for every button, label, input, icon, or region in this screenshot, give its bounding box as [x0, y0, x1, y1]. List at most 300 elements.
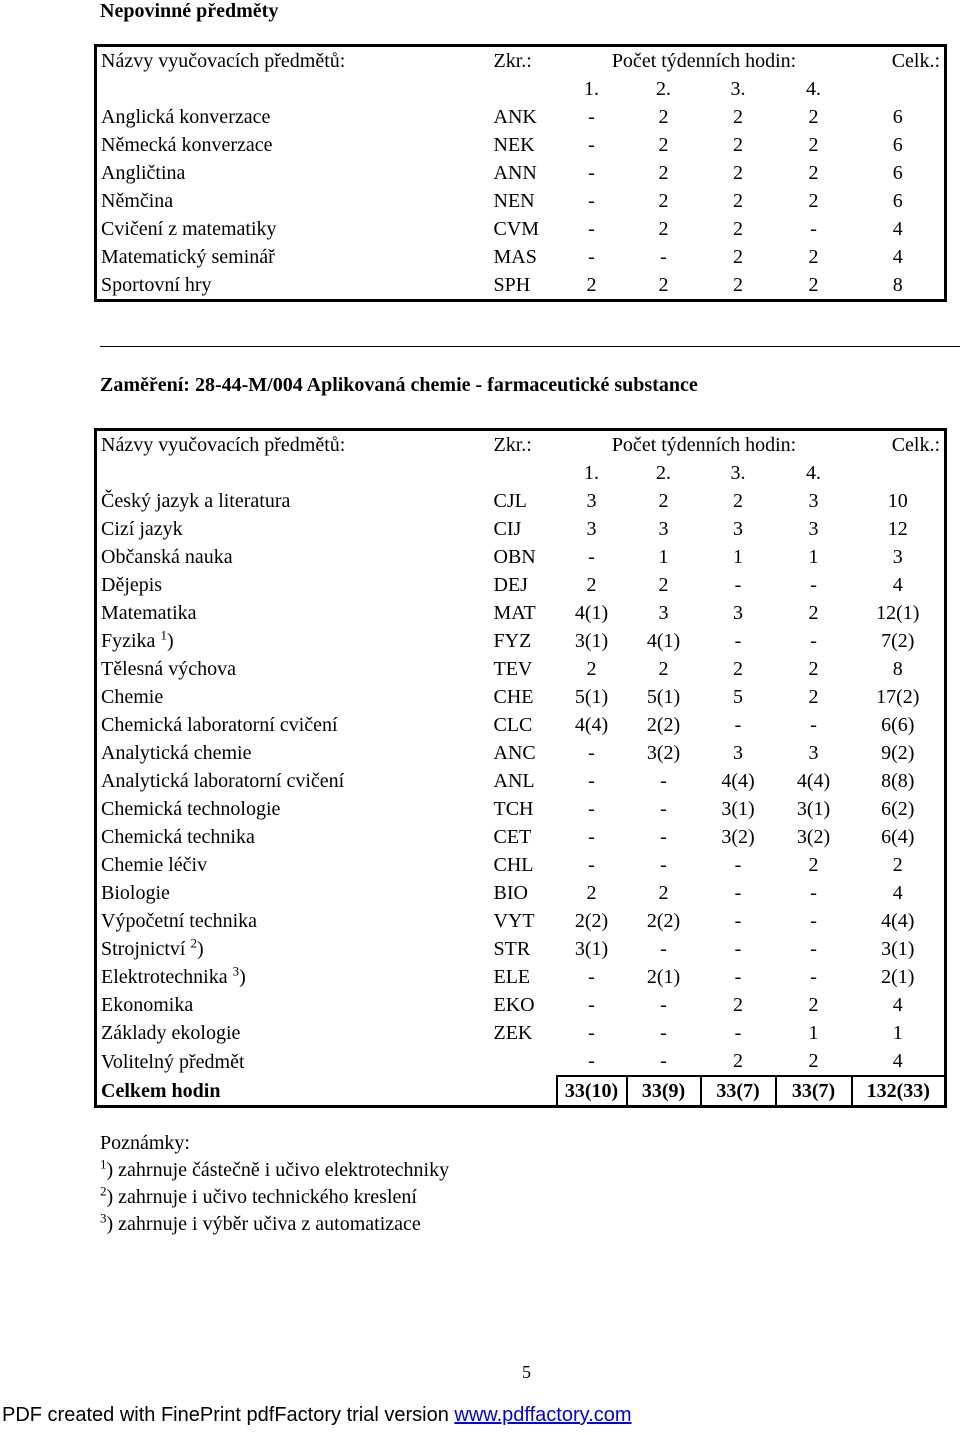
subject-name: [96, 851, 490, 879]
year-3-hours: 5: [733, 686, 743, 708]
total-hours: 3: [892, 546, 903, 568]
total-year-2: 33(9): [627, 1076, 701, 1107]
table-header-row: [96, 46, 946, 76]
note-1-text: ) zahrnuje částečně i učivo elektrotechniky: [106, 1159, 450, 1181]
subject-code: ANK: [493, 106, 537, 128]
footer: [2, 1404, 632, 1427]
table-row: [96, 739, 946, 767]
table-row: [96, 879, 946, 907]
subject-code: MAS: [493, 246, 537, 268]
subject-code: STR: [493, 938, 531, 960]
year-3-hours: 2: [733, 246, 743, 268]
table-header-row: [96, 430, 946, 460]
year-3-label: 3.: [730, 462, 746, 484]
subject-name: [96, 131, 490, 159]
table-row: [96, 487, 946, 515]
subject-name-text: Volitelný předmět: [101, 1050, 245, 1073]
year-4-hours: 2: [808, 106, 819, 128]
total-hours: 3(1): [881, 938, 915, 960]
year-1-hours: -: [588, 994, 595, 1016]
year-4-hours: -: [810, 630, 817, 652]
year-4-hours: 2: [808, 854, 819, 876]
subject-name-text: Analytická laboratorní cvičení: [101, 770, 345, 792]
table-years-row: [96, 459, 946, 487]
subject-code: OBN: [493, 546, 536, 568]
year-4-hours: 2: [808, 162, 819, 184]
total-hours: 4: [892, 218, 903, 240]
subject-code: ANN: [493, 162, 537, 184]
year-2-hours: 2(1): [646, 966, 681, 988]
total-hours: 6: [892, 162, 903, 184]
year-3-hours: -: [734, 630, 742, 652]
total-year-1: 33(10): [557, 1076, 627, 1107]
year-2-hours: 2: [658, 490, 669, 512]
year-3-hours: 2: [733, 218, 743, 240]
year-2-hours: 2(2): [646, 910, 681, 932]
footnote-marker: 2: [190, 935, 197, 951]
subject-code: [490, 1047, 557, 1076]
year-2-hours: 2: [658, 574, 669, 596]
table-row: [96, 543, 946, 571]
year-3-hours: -: [734, 910, 742, 932]
total-hours: 4: [892, 994, 903, 1016]
footer-text: PDF created with FinePrint pdfFactory trial version: [2, 1404, 455, 1426]
totals-label: Celkem hodin: [101, 1079, 221, 1102]
subject-name-text: Ekonomika: [101, 994, 194, 1016]
footnote-paren: ): [239, 966, 246, 988]
year-1-hours: 3(1): [574, 938, 609, 960]
year-1-hours: 4(4): [574, 714, 609, 736]
subject-code: NEN: [493, 190, 535, 212]
year-1-hours: -: [588, 798, 595, 820]
year-4-hours: 3(2): [796, 826, 831, 848]
footnote-marker: 1: [160, 627, 167, 643]
year-1-hours: -: [588, 106, 595, 128]
note-2-marker: 2: [100, 1183, 107, 1199]
table-row: [96, 159, 946, 187]
year-2-hours: -: [660, 994, 667, 1016]
year-2-hours: 2: [658, 274, 669, 296]
subject-code: SPH: [493, 274, 531, 296]
footer-link[interactable]: www.pdffactory.com: [454, 1404, 632, 1426]
year-2-hours: -: [660, 854, 667, 876]
subject-name-text: Výpočetní technika: [101, 910, 258, 932]
subject-name-text: Biologie: [101, 882, 170, 904]
year-1-hours: -: [588, 966, 595, 988]
year-4-hours: 2: [808, 602, 819, 624]
year-3-hours: -: [734, 714, 742, 736]
year-3-hours: 2: [733, 190, 743, 212]
year-1-hours: -: [588, 854, 595, 876]
table-row: [96, 655, 946, 683]
subject-name-text: Analytická chemie: [101, 742, 252, 764]
total-hours: 12(1): [876, 602, 920, 624]
total-hours: 12: [887, 518, 908, 540]
year-3-hours: 4(4): [721, 770, 755, 792]
year-4-hours: -: [810, 218, 817, 240]
subject-name-text: Český jazyk a literatura: [101, 490, 291, 512]
year-4-hours: 1: [808, 546, 819, 568]
year-1-hours: 3: [586, 518, 597, 540]
year-1-hours: -: [588, 1050, 595, 1072]
subject-code: CHL: [493, 854, 534, 876]
year-3-hours: 3: [733, 518, 743, 540]
subject-code: CET: [493, 826, 532, 848]
year-3-hours: 2: [733, 1050, 743, 1072]
subject-name-text: Cvičení z matematiky: [101, 218, 277, 240]
subject-name: [96, 767, 490, 795]
total-hours: 4(4): [881, 910, 915, 932]
year-2-hours: -: [660, 246, 667, 268]
header-code: Zkr.:: [493, 50, 532, 72]
year-2-hours: 3: [658, 518, 669, 540]
subject-code: ELE: [493, 966, 531, 988]
total-hours: 2: [892, 854, 903, 876]
table-row: [96, 711, 946, 739]
subject-code: ANC: [493, 742, 536, 764]
header-subject-names: Názvy vyučovacích předmětů:: [101, 50, 346, 72]
year-1-hours: -: [588, 190, 595, 212]
total-hours: 4: [892, 1050, 903, 1072]
subject-name-text: Matematický seminář: [101, 246, 275, 268]
year-1-hours: -: [588, 826, 595, 848]
subject-name: [96, 159, 490, 187]
subject-code: ANL: [493, 770, 535, 792]
total-hours: 7(2): [881, 630, 915, 652]
totals-row: [96, 1076, 946, 1107]
subject-name-text: Němčina: [101, 190, 174, 212]
table-row: [96, 243, 946, 271]
specialization-subjects-table: [94, 428, 947, 1108]
note-3-marker: 3: [100, 1210, 107, 1226]
year-4-hours: 2: [808, 134, 819, 156]
subject-name-text: Chemie léčiv: [101, 854, 208, 876]
year-1-hours: 2: [586, 274, 597, 296]
table-row: [96, 571, 946, 599]
notes-title: Poznámky:: [100, 1132, 190, 1154]
subject-code: NEK: [493, 134, 535, 156]
total-hours: 6: [892, 190, 903, 212]
year-1-label: 1.: [584, 462, 599, 484]
subject-name-text: Tělesná výchova: [101, 658, 236, 680]
subject-name: [96, 627, 490, 655]
table-row: [96, 683, 946, 711]
year-2-hours: 1: [658, 546, 669, 568]
year-3-hours: 1: [733, 546, 743, 568]
year-4-hours: 2: [808, 994, 819, 1016]
total-hours: 4: [892, 246, 903, 268]
total-hours: 8(8): [881, 770, 915, 792]
year-4-hours: 2: [808, 190, 819, 212]
note-1: [100, 1157, 449, 1184]
year-1-hours: -: [588, 770, 595, 792]
table-row: [96, 627, 946, 655]
table-years-row: [96, 75, 946, 103]
subject-name-text: Dějepis: [101, 574, 163, 596]
subject-code: DEJ: [493, 574, 528, 596]
year-4-label: 4.: [806, 78, 822, 100]
year-2-hours: -: [660, 770, 667, 792]
table-row: [96, 823, 946, 851]
year-2-hours: 2: [658, 162, 669, 184]
year-1-hours: 4(1): [574, 602, 609, 624]
year-3-label: 3.: [730, 78, 746, 100]
subject-name: [96, 215, 490, 243]
subject-name: [96, 271, 490, 301]
subject-name: [96, 935, 490, 963]
year-1-hours: -: [588, 546, 595, 568]
subject-code: EKO: [493, 994, 535, 1016]
subject-name: [96, 823, 490, 851]
table-row: [96, 187, 946, 215]
year-4-hours: 3: [808, 518, 819, 540]
total-hours: 17(2): [876, 686, 920, 708]
year-2-hours: -: [660, 1050, 667, 1072]
year-3-hours: 2: [733, 162, 743, 184]
table-row: [96, 963, 946, 991]
year-3-hours: 2: [733, 134, 743, 156]
year-2-hours: 2: [658, 134, 669, 156]
total-hours: 8: [892, 658, 903, 680]
subject-name: [96, 571, 490, 599]
year-1-hours: -: [588, 162, 595, 184]
total-hours: 1: [892, 1022, 903, 1044]
year-4-hours: -: [810, 714, 817, 736]
year-4-hours: 3: [808, 742, 819, 764]
subject-code: FYZ: [493, 630, 532, 652]
year-3-hours: 2: [733, 490, 743, 512]
subject-name: [96, 599, 490, 627]
year-1-hours: 2: [586, 574, 597, 596]
total-year-4: 33(7): [776, 1076, 852, 1107]
subject-name-text: Občanská nauka: [101, 546, 233, 568]
year-2-label: 2.: [656, 78, 671, 100]
subject-name: [96, 991, 490, 1019]
table-row: [96, 599, 946, 627]
header-weekly-hours: Počet týdenních hodin:: [611, 50, 797, 72]
year-4-hours: 2: [808, 686, 819, 708]
note-3-text: ) zahrnuje i výběr učiva z automatizace: [106, 1213, 421, 1235]
year-2-hours: 3: [658, 602, 669, 624]
subject-code: CIJ: [493, 518, 522, 540]
total-hours: 6: [892, 106, 903, 128]
year-2-hours: -: [660, 826, 667, 848]
year-2-hours: 3(2): [646, 742, 681, 764]
year-4-label: 4.: [806, 462, 822, 484]
year-3-hours: 2: [733, 994, 743, 1016]
subject-name-text: Sportovní hry: [101, 274, 212, 296]
year-2-hours: 2: [658, 658, 669, 680]
table-row: [96, 991, 946, 1019]
header-total: Celk.:: [891, 434, 941, 456]
year-1-hours: -: [588, 218, 595, 240]
subject-code: VYT: [493, 910, 535, 932]
year-1-hours: 3(1): [574, 630, 609, 652]
year-1-hours: 2: [586, 882, 597, 904]
year-4-hours: -: [810, 966, 817, 988]
total-hours: 4: [892, 882, 903, 904]
section-divider: [100, 346, 960, 347]
year-2-hours: 2: [658, 190, 669, 212]
subject-name-text: Německá konverzace: [101, 134, 273, 156]
year-2-hours: 2: [658, 218, 669, 240]
subject-code: ZEK: [493, 1022, 533, 1044]
subject-code: TCH: [493, 798, 534, 820]
subject-name: [96, 487, 490, 515]
year-1-hours: 5(1): [574, 686, 609, 708]
year-1-hours: 2: [586, 658, 597, 680]
table-row: [96, 215, 946, 243]
subject-name-text: Angličtina: [101, 162, 186, 184]
subject-name-text: Fyzika: [101, 630, 156, 652]
year-3-hours: 2: [733, 274, 743, 296]
year-2-hours: 5(1): [646, 686, 681, 708]
table-row: [96, 271, 946, 301]
year-3-hours: -: [734, 854, 742, 876]
year-3-hours: 2: [733, 106, 743, 128]
year-3-hours: -: [734, 882, 742, 904]
subject-name: [96, 543, 490, 571]
year-3-hours: 3(2): [721, 826, 755, 848]
table-row: [96, 515, 946, 543]
subject-name: [96, 963, 490, 991]
header-subject-names: Názvy vyučovacích předmětů:: [101, 434, 346, 456]
header-weekly-hours: Počet týdenních hodin:: [611, 434, 797, 456]
footnote-marker: 3: [232, 963, 240, 979]
year-2-hours: -: [660, 1022, 667, 1044]
year-4-hours: -: [810, 938, 817, 960]
table-row: [96, 907, 946, 935]
total-hours: 8: [892, 274, 903, 296]
subject-name-text: Strojnictví: [101, 938, 186, 960]
page-number: 5: [522, 1362, 531, 1382]
year-2-hours: 4(1): [646, 630, 681, 652]
year-1-hours: -: [588, 246, 595, 268]
subject-name-text: Základy ekologie: [101, 1022, 241, 1044]
year-4-hours: -: [810, 574, 817, 596]
total-hours: 6(4): [881, 826, 915, 848]
year-1-hours: -: [588, 742, 595, 764]
year-3-hours: -: [734, 966, 742, 988]
year-4-hours: 2: [808, 1050, 819, 1072]
table-row: [96, 1047, 946, 1076]
subject-name-text: Chemická technologie: [101, 798, 281, 820]
subject-name: [96, 655, 490, 683]
subject-name: [96, 683, 490, 711]
subject-name-text: Anglická konverzace: [101, 106, 271, 128]
subject-code: MAT: [493, 602, 536, 624]
subject-code: CVM: [493, 218, 540, 240]
year-1-hours: 2(2): [574, 910, 609, 932]
year-3-hours: 2: [733, 658, 743, 680]
year-3-hours: 3(1): [721, 798, 755, 820]
year-4-hours: 2: [808, 246, 819, 268]
subject-name: [96, 187, 490, 215]
header-total: Celk.:: [891, 50, 941, 72]
subject-code: CJL: [493, 490, 527, 512]
subject-name: [96, 243, 490, 271]
subject-code: CHE: [493, 686, 534, 708]
subject-name-text: Chemická laboratorní cvičení: [101, 714, 338, 736]
table-row: [96, 103, 946, 131]
year-4-hours: 2: [808, 658, 819, 680]
total-hours: 2(1): [881, 966, 915, 988]
subject-name: [96, 879, 490, 907]
footnote-paren: ): [166, 630, 174, 652]
total-hours: 6(2): [881, 798, 915, 820]
year-3-hours: 3: [733, 742, 743, 764]
subject-name-text: Chemická technika: [101, 826, 255, 848]
year-1-hours: -: [588, 134, 595, 156]
subject-name-text: Chemie: [101, 686, 164, 708]
note-2-text: ) zahrnuje i učivo technického kreslení: [106, 1186, 417, 1208]
subject-name-text: Cizí jazyk: [101, 518, 183, 540]
optional-section-title: Nepovinné předměty: [100, 0, 279, 22]
table-row: [96, 1019, 946, 1047]
subject-name-text: Elektrotechnika: [101, 966, 228, 988]
total-hours: 10: [887, 490, 908, 512]
notes: [100, 1130, 449, 1238]
total-year-3: 33(7): [701, 1076, 776, 1107]
subject-name: [96, 795, 490, 823]
table-row: [96, 131, 946, 159]
table-row: [96, 851, 946, 879]
table-row: [96, 795, 946, 823]
subject-name: [96, 515, 490, 543]
specialization-title: Zaměření: 28-44-M/004 Aplikovaná chemie - farmaceutické substance: [100, 374, 698, 396]
subject-code: TEV: [493, 658, 533, 680]
year-4-hours: -: [810, 910, 817, 932]
year-2-hours: -: [660, 798, 667, 820]
subject-code: CLC: [493, 714, 533, 736]
year-2-hours: 2: [658, 106, 669, 128]
year-3-hours: -: [734, 574, 742, 596]
subject-name: [96, 1047, 490, 1076]
subject-name: [96, 711, 490, 739]
year-4-hours: 2: [808, 274, 819, 296]
subject-name: [96, 907, 490, 935]
subject-name: [96, 1019, 490, 1047]
year-2-hours: 2(2): [646, 714, 681, 736]
note-3: [100, 1211, 449, 1238]
optional-subjects-table: [94, 44, 947, 302]
year-4-hours: -: [810, 882, 817, 904]
year-1-hours: -: [588, 1022, 595, 1044]
year-3-hours: -: [734, 1022, 742, 1044]
year-3-hours: 3: [733, 602, 743, 624]
subject-name: [96, 739, 490, 767]
year-2-hours: -: [660, 938, 667, 960]
table-row: [96, 767, 946, 795]
total-hours: 4: [892, 574, 903, 596]
subject-name-text: Matematika: [101, 602, 197, 624]
year-3-hours: -: [734, 938, 742, 960]
year-4-hours: 3(1): [796, 798, 831, 820]
header-code: Zkr.:: [493, 434, 532, 456]
year-2-label: 2.: [656, 462, 671, 484]
note-2: [100, 1184, 449, 1211]
subject-code: BIO: [493, 882, 528, 904]
year-1-label: 1.: [584, 78, 599, 100]
total-hours: 6: [892, 134, 903, 156]
year-4-hours: 1: [808, 1022, 819, 1044]
subject-name: [96, 103, 490, 131]
year-1-hours: 3: [586, 490, 597, 512]
total-hours: 9(2): [881, 742, 915, 764]
total-hours: 6(6): [881, 714, 915, 736]
year-2-hours: 2: [658, 882, 669, 904]
footnote-paren: ): [196, 938, 204, 960]
